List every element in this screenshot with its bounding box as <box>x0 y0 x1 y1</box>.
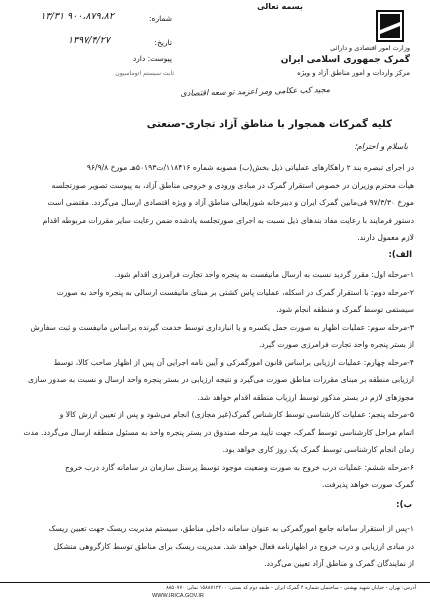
section-b-line: ۱-پس از استقرار سامانه جامع امورگمرکی به عنوان سامانه داخلی مناطق، سیستم مدیریت ریسک جهت تعیین ریسک <box>48 524 414 533</box>
intro-line: لازم معمول دارند. <box>357 233 414 242</box>
footer-divider <box>0 582 430 583</box>
ministry-name: وزارت امور اقتصادی و دارائی <box>330 44 410 52</box>
section-a-line: ۲-مرحله دوم: با استقرار گمرک در اسکله، عملیات پاس کشتی بر مبنای مانیفست ارسالی به پنجره واحد به صورت <box>56 287 414 297</box>
intro-paragraph <box>16 159 414 247</box>
section-a-line: ۱-مرحله اول: مقرر گردید نسبت به ارسال مانیفست به پنجره واحد تجارت فرامرزی اقدام شود. <box>114 270 414 279</box>
handwritten-note: مجید کب‌ عکامی ومر اعزمد تو سعه اقتصادی <box>180 84 331 98</box>
letter-number-value: ۹۰۰،۸۷۹،۸۲ ۱۳/۳۱ <box>40 11 114 22</box>
section-a-line: ارزیابی منطقه بر مبنای مقررات مناطق صورت می‌گیرد و نتیجه ارزیابی در بستر پنجره واحد ارسال و نسبت به صدور سازی <box>28 375 414 384</box>
section-a-line: ۶-مرحله ششم: عملیات درب خروج به صورت وضعیت موجود توسط پرسنل سازمان در سامانه گارد درب خروج <box>64 462 414 472</box>
section-a-line: گمرک صورت خواهد پذیرفت. <box>321 480 414 489</box>
footer-address: آدرس: تهران - خیابان شهید بهشتی - ساختمان شماره ۴ گمرک ایران - طبقه دوم کد پستی: ۱۵۸۸۷۱۲۲۰۰ نمابر: ۸۸۵۰۷۷۰ <box>166 585 416 591</box>
intro-line: دستور فرمایند با رعایت مفاد بندهای ذیل نسبت به اجرای صورتجلسه یادشده ضمن رعایت سایر مقررات مربوطه اقدام <box>42 215 414 225</box>
letter-number-label: شماره: <box>149 14 172 23</box>
section-a-line: از بستر پنجره واحد تجارت فرامرزی صورت گیرد. <box>259 340 414 349</box>
organization-name: گمرک جمهوری اسلامی ایران <box>280 55 410 65</box>
watermark-caption: ثابت سیستم اتوماسیون <box>115 70 174 77</box>
section-a-line: ۳-مرحله سوم: عملیات اظهار به صورت حمل یکسره و یا انبارداری توسط خدمت گیرنده براساس مانیفست و ثبت سفارش <box>30 322 414 332</box>
section-a-line: سیستمی توسط گمرک و منطقه انجام شود. <box>276 305 414 314</box>
intro-line: مورخ ۹۷/۳/۳۰ فی‌مابین گمرک ایران و دبیرخانه شورایعالی مناطق آزاد و ویژه اقتصادی ارسال می‌گردد. مقتضی است <box>47 198 414 207</box>
attachment-indicator: پیوست: دارد <box>132 54 172 63</box>
letter-date-label: تاریخ: <box>154 38 172 47</box>
section-a-line: ۴-مرحله چهارم: عملیات ارزیابی براساس قانون امورگمرکی و آیین نامه اجرایی آن پس از اظهار صاحب کالا، توسط <box>53 357 414 367</box>
section-a-heading: الف): <box>388 250 412 260</box>
footer-website-link[interactable]: WWW.IRICA.GOV.IR <box>152 593 204 599</box>
letter-date-value: ۱۳۹۷/۴/۲۷ <box>67 35 110 46</box>
letter-title: کلیه گمرکات همجوار با مناطق آزاد تجاری-صنعتی <box>146 119 392 130</box>
section-b-heading: ب): <box>396 500 412 510</box>
section-a-line: ۵-مرحله پنجم: عملیات کارشناسی توسط کارشناس گمرک(غیر مجازی) انجام می‌شود و پس از تعیین ارزش کالا و <box>59 410 414 419</box>
section-b-line: در مبادی ارزیابی و درب خروج در اظهارنامه فعال خواهد شد. مدیریت ریسک برای مناطق توسط کارگروهی متشکل <box>53 541 414 551</box>
section-a-line: زمان انجام کارشناسی توسط گمرک یک روز کاری خواهد بود. <box>222 445 414 454</box>
customs-logo-icon <box>376 10 404 42</box>
salutation: باسلام و احترام؛ <box>354 142 408 151</box>
basmala-tagline: بسمه تعالی <box>257 2 303 11</box>
intro-line: هیأت محترم وزیران در خصوص استقرار گمرک در مبادی ورودی و خروجی مناطق آزاد، به پیوست تصویر صورتجلسه <box>51 180 414 190</box>
intro-line: در اجرای تبصره بند ۲ راهکارهای عملیاتی ذیل بخش(ب) مصوبه شماره ۱۱۸۴۱۶/ت۵۰۱۹۳هـ مورخ ۹۶/۹/۸ <box>86 163 414 172</box>
section-a-line: مجوزهای لازم در بستر مذکور توسط ارزیاب منطقه اقدام خواهد شد. <box>197 392 414 402</box>
section-a-line: اتمام مراحل کارشناسی توسط گمرک، جهت تأیید مرحله صندوق در بستر پنجره واحد به مسئول منطقه ارسال می‌گردد. مدت <box>23 427 414 437</box>
section-a-body <box>16 266 414 494</box>
section-b-line: از نمایندگان گمرک و مناطق آزاد تعیین می‌گردد. <box>264 559 414 568</box>
office-name: مرکز واردات و امور مناطق آزاد و ویژه <box>297 69 410 77</box>
section-b-body <box>16 520 414 573</box>
